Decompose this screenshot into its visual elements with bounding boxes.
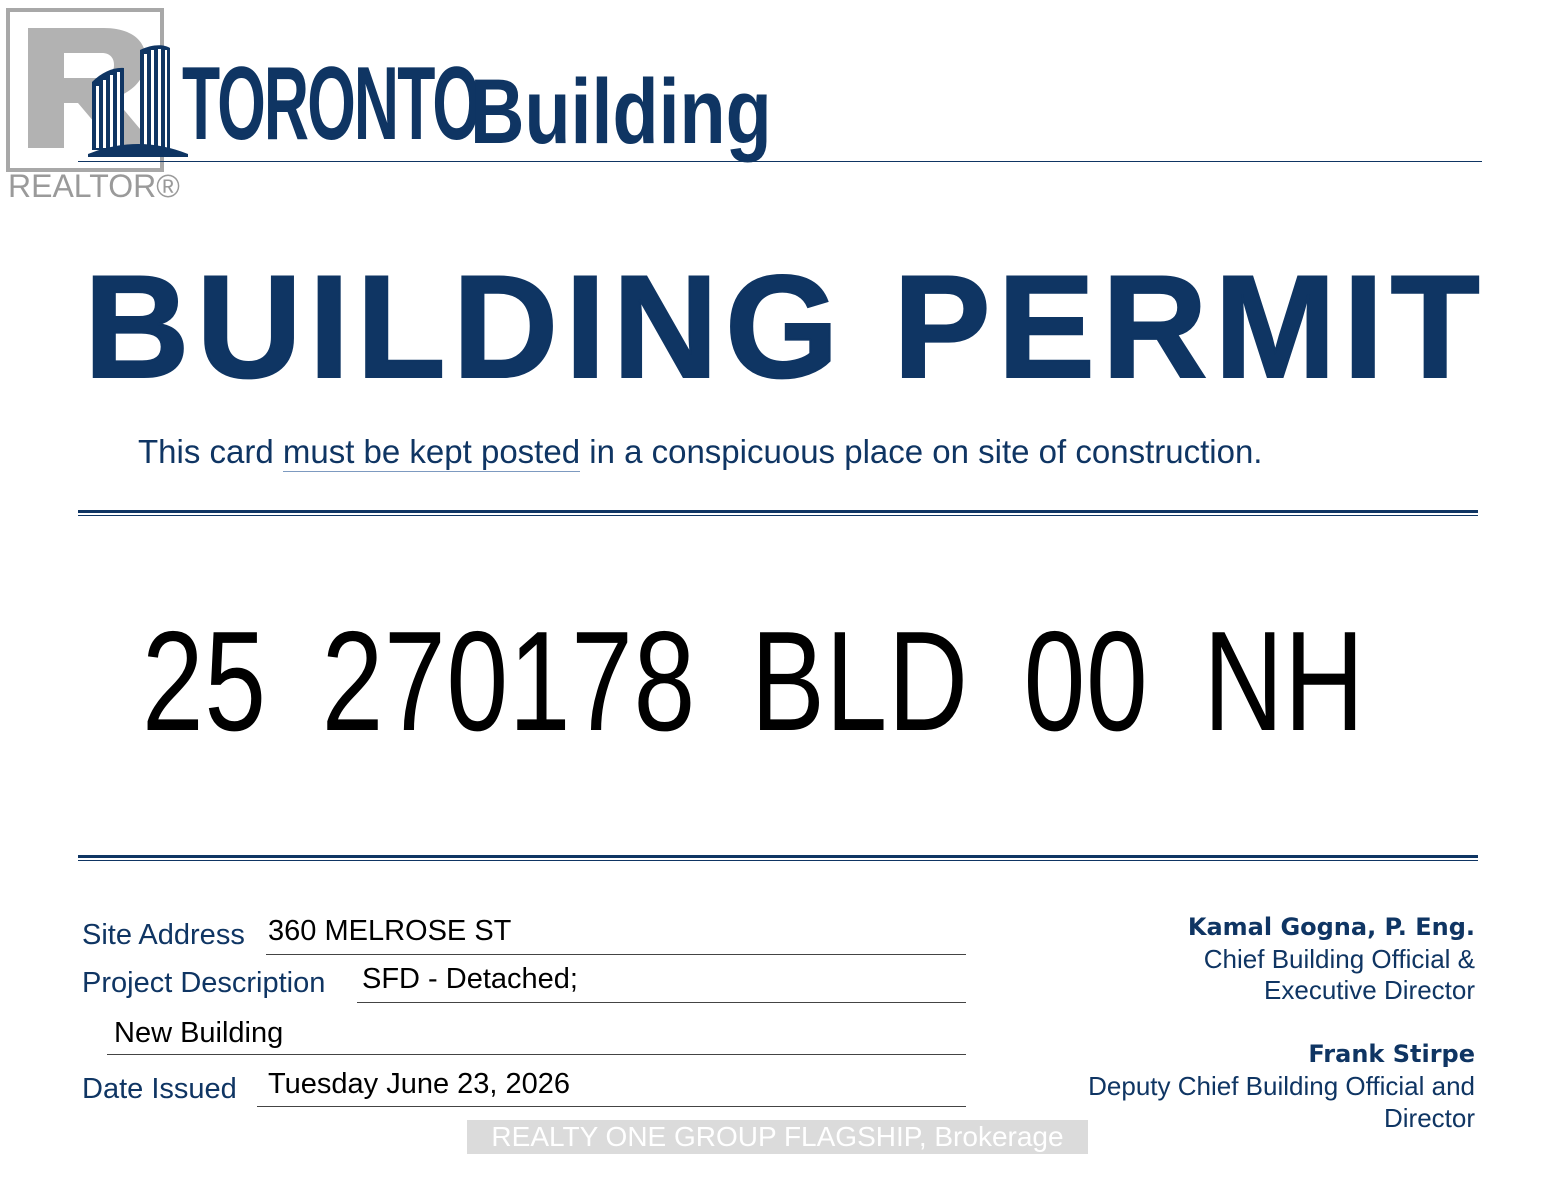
notice-text-after: in a conspicuous place on site of construction. — [580, 433, 1263, 470]
official-name-1: Kamal Gogna, P. Eng. — [1187, 913, 1475, 941]
toronto-city-hall-icon — [88, 42, 188, 157]
date-issued-value: Tuesday June 23, 2026 — [268, 1068, 571, 1100]
project-description-line-2 — [107, 1054, 966, 1055]
notice-text-underlined: must be kept posted — [282, 433, 581, 470]
official-title-2-line2: Director — [1383, 1103, 1475, 1133]
site-address-label: Site Address — [82, 919, 245, 951]
official-title-1-line1: Chief Building Official & — [1203, 944, 1475, 974]
posting-notice — [138, 432, 1262, 472]
date-issued-label: Date Issued — [82, 1073, 237, 1105]
official-title-1-line2: Executive Director — [1264, 975, 1475, 1005]
official-name-2: Frank Stirpe — [1308, 1040, 1475, 1068]
project-description-line — [357, 1002, 966, 1003]
project-description-value: SFD - Detached; — [362, 963, 578, 995]
page-title: BUILDING PERMIT — [84, 245, 1487, 408]
notice-text-before: This card — [138, 433, 283, 470]
brokerage-watermark: REALTY ONE GROUP FLAGSHIP, Brokerage — [467, 1120, 1088, 1154]
date-issued-line — [257, 1106, 966, 1107]
header-divider — [78, 161, 1482, 162]
project-description-label: Project Description — [82, 967, 326, 999]
top-divider — [78, 510, 1478, 516]
building-brand-text: Building — [470, 61, 772, 163]
site-address-value: 360 MELROSE ST — [268, 915, 512, 947]
realtor-watermark-text: REALTOR® — [8, 168, 180, 204]
project-description-value-2: New Building — [114, 1017, 284, 1049]
site-address-line — [266, 954, 966, 955]
official-title-2-line1: Deputy Chief Building Official and — [1088, 1071, 1475, 1101]
permit-number: 25 270178 BLD 00 NH — [142, 602, 1365, 761]
bottom-divider — [78, 855, 1478, 861]
toronto-brand-text: TORONTO — [182, 46, 480, 162]
